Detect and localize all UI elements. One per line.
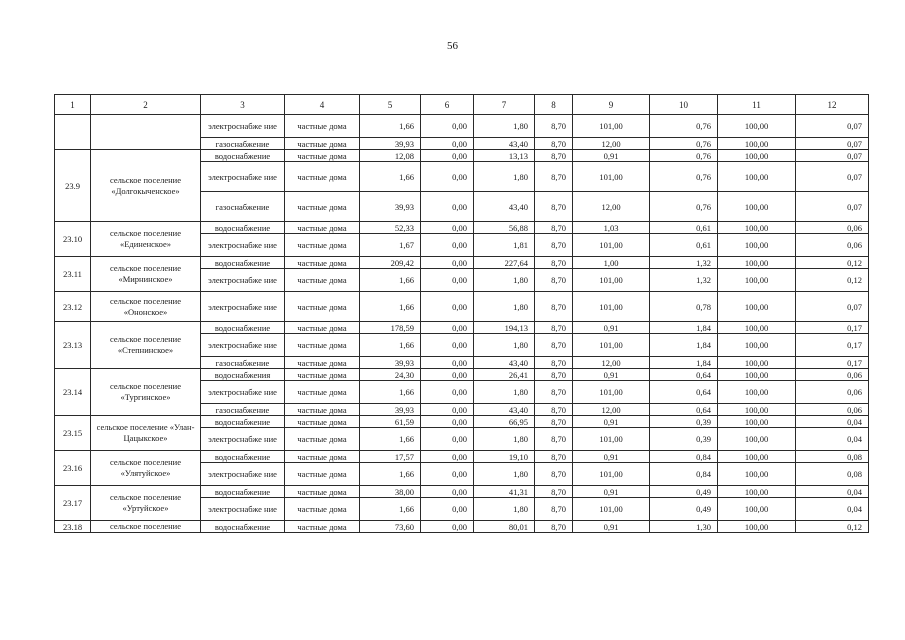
service-cell: газоснабжение: [201, 138, 285, 150]
value-cell-5: 1,66: [360, 162, 421, 192]
value-cell-11: 100,00: [718, 192, 796, 222]
housing-cell: частные дома: [285, 292, 360, 322]
value-cell-9: 12,00: [573, 192, 650, 222]
value-cell-9: 0,91: [573, 451, 650, 463]
table-body: [55, 95, 869, 533]
value-cell-7: 1,80: [474, 381, 535, 404]
value-cell-11: 100,00: [718, 521, 796, 533]
code-cell: 23.13: [55, 322, 91, 369]
value-cell-11: 100,00: [718, 463, 796, 486]
value-cell-11: 100,00: [718, 486, 796, 498]
value-cell-6: 0,00: [421, 322, 474, 334]
value-cell-10: 1,84: [650, 334, 718, 357]
value-cell-6: 0,00: [421, 404, 474, 416]
value-cell-7: 1,80: [474, 292, 535, 322]
settlement-cell: сельское поселение «Мирнинское»: [91, 257, 201, 292]
value-cell-6: 0,00: [421, 222, 474, 234]
service-cell: водоснабжение: [201, 222, 285, 234]
value-cell-6: 0,00: [421, 381, 474, 404]
code-cell: 23.10: [55, 222, 91, 257]
code-cell: 23.15: [55, 416, 91, 451]
value-cell-11: 100,00: [718, 498, 796, 521]
value-cell-11: 100,00: [718, 404, 796, 416]
value-cell-10: 0,76: [650, 192, 718, 222]
value-cell-9: 101,00: [573, 381, 650, 404]
value-cell-7: 1,80: [474, 428, 535, 451]
service-cell: электроснабже ние: [201, 115, 285, 138]
value-cell-6: 0,00: [421, 257, 474, 269]
value-cell-5: 38,00: [360, 486, 421, 498]
value-cell-5: 1,66: [360, 381, 421, 404]
value-cell-5: 1,66: [360, 115, 421, 138]
settlement-cell: сельское поселение «Улан-Цацыкское»: [91, 416, 201, 451]
value-cell-6: 0,00: [421, 369, 474, 381]
column-header: 2: [91, 95, 201, 115]
value-cell-8: 8,70: [535, 257, 573, 269]
service-cell: водоснабжения: [201, 369, 285, 381]
value-cell-6: 0,00: [421, 451, 474, 463]
value-cell-11: 100,00: [718, 428, 796, 451]
value-cell-6: 0,00: [421, 463, 474, 486]
value-cell-9: 0,91: [573, 486, 650, 498]
service-cell: водоснабжение: [201, 521, 285, 533]
value-cell-7: 1,80: [474, 498, 535, 521]
code-cell: 23.11: [55, 257, 91, 292]
value-cell-12: 0,07: [796, 115, 869, 138]
service-cell: электроснабже ние: [201, 162, 285, 192]
housing-cell: частные дома: [285, 357, 360, 369]
value-cell-7: 1,80: [474, 269, 535, 292]
value-cell-10: 1,32: [650, 257, 718, 269]
column-header: 5: [360, 95, 421, 115]
service-cell: водоснабжение: [201, 416, 285, 428]
value-cell-9: 12,00: [573, 357, 650, 369]
table-header-row: [55, 95, 869, 115]
value-cell-7: 26,41: [474, 369, 535, 381]
value-cell-5: 39,93: [360, 138, 421, 150]
settlement-cell: сельское поселение «Ононское»: [91, 292, 201, 322]
value-cell-9: 0,91: [573, 150, 650, 162]
service-cell: электроснабже ние: [201, 463, 285, 486]
value-cell-8: 8,70: [535, 334, 573, 357]
value-cell-10: 0,49: [650, 486, 718, 498]
table-row: [55, 322, 869, 334]
value-cell-7: 80,01: [474, 521, 535, 533]
value-cell-12: 0,06: [796, 234, 869, 257]
value-cell-9: 1,00: [573, 257, 650, 269]
service-cell: водоснабжение: [201, 257, 285, 269]
table-row: [55, 521, 869, 533]
value-cell-9: 12,00: [573, 138, 650, 150]
value-cell-11: 100,00: [718, 115, 796, 138]
value-cell-10: 1,84: [650, 322, 718, 334]
column-header: 12: [796, 95, 869, 115]
housing-cell: частные дома: [285, 322, 360, 334]
value-cell-12: 0,06: [796, 404, 869, 416]
value-cell-10: 0,84: [650, 463, 718, 486]
value-cell-11: 100,00: [718, 222, 796, 234]
service-cell: газоснабжение: [201, 357, 285, 369]
value-cell-10: 0,76: [650, 115, 718, 138]
value-cell-7: 1,80: [474, 115, 535, 138]
value-cell-12: 0,04: [796, 428, 869, 451]
value-cell-12: 0,06: [796, 222, 869, 234]
housing-cell: частные дома: [285, 463, 360, 486]
value-cell-8: 8,70: [535, 486, 573, 498]
value-cell-5: 12,08: [360, 150, 421, 162]
value-cell-9: 101,00: [573, 115, 650, 138]
service-cell: водоснабжение: [201, 451, 285, 463]
code-cell: 23.16: [55, 451, 91, 486]
column-header: 4: [285, 95, 360, 115]
service-cell: водоснабжение: [201, 486, 285, 498]
value-cell-9: 1,03: [573, 222, 650, 234]
value-cell-5: 1,66: [360, 498, 421, 521]
value-cell-6: 0,00: [421, 115, 474, 138]
table-row: [55, 115, 869, 138]
tariff-table: [54, 94, 869, 533]
value-cell-10: 0,64: [650, 404, 718, 416]
value-cell-8: 8,70: [535, 428, 573, 451]
housing-cell: частные дома: [285, 192, 360, 222]
housing-cell: частные дома: [285, 334, 360, 357]
value-cell-7: 56,88: [474, 222, 535, 234]
value-cell-10: 0,39: [650, 428, 718, 451]
service-cell: электроснабже ние: [201, 334, 285, 357]
value-cell-10: 0,39: [650, 416, 718, 428]
value-cell-5: 1,66: [360, 269, 421, 292]
value-cell-10: 0,61: [650, 222, 718, 234]
value-cell-10: 0,84: [650, 451, 718, 463]
table-row: [55, 292, 869, 322]
table-row: [55, 486, 869, 498]
settlement-cell: сельское поселение: [91, 521, 201, 533]
value-cell-7: 43,40: [474, 357, 535, 369]
value-cell-11: 100,00: [718, 292, 796, 322]
value-cell-9: 101,00: [573, 498, 650, 521]
settlement-cell: сельское поселение «Улятуйское»: [91, 451, 201, 486]
column-header: 9: [573, 95, 650, 115]
value-cell-5: 39,93: [360, 404, 421, 416]
column-header: 3: [201, 95, 285, 115]
value-cell-10: 1,30: [650, 521, 718, 533]
value-cell-12: 0,04: [796, 498, 869, 521]
value-cell-5: 39,93: [360, 357, 421, 369]
value-cell-9: 101,00: [573, 292, 650, 322]
value-cell-12: 0,12: [796, 269, 869, 292]
value-cell-7: 66,95: [474, 416, 535, 428]
value-cell-12: 0,06: [796, 369, 869, 381]
value-cell-10: 1,84: [650, 357, 718, 369]
value-cell-5: 1,66: [360, 428, 421, 451]
value-cell-5: 24,30: [360, 369, 421, 381]
value-cell-12: 0,17: [796, 334, 869, 357]
settlement-cell: сельское поселение «Уртуйское»: [91, 486, 201, 521]
value-cell-8: 8,70: [535, 521, 573, 533]
value-cell-11: 100,00: [718, 369, 796, 381]
value-cell-8: 8,70: [535, 162, 573, 192]
column-header: 8: [535, 95, 573, 115]
value-cell-8: 8,70: [535, 357, 573, 369]
table-row: [55, 222, 869, 234]
service-cell: водоснабжение: [201, 150, 285, 162]
code-cell: [55, 115, 91, 150]
value-cell-5: 52,33: [360, 222, 421, 234]
value-cell-8: 8,70: [535, 269, 573, 292]
value-cell-8: 8,70: [535, 234, 573, 257]
value-cell-5: 1,66: [360, 292, 421, 322]
value-cell-6: 0,00: [421, 357, 474, 369]
value-cell-6: 0,00: [421, 234, 474, 257]
housing-cell: частные дома: [285, 404, 360, 416]
value-cell-8: 8,70: [535, 381, 573, 404]
value-cell-5: 1,67: [360, 234, 421, 257]
housing-cell: частные дома: [285, 498, 360, 521]
value-cell-5: 17,57: [360, 451, 421, 463]
value-cell-9: 101,00: [573, 334, 650, 357]
value-cell-11: 100,00: [718, 257, 796, 269]
value-cell-9: 0,91: [573, 369, 650, 381]
value-cell-9: 101,00: [573, 428, 650, 451]
value-cell-10: 0,64: [650, 381, 718, 404]
table-row: [55, 150, 869, 162]
value-cell-5: 61,59: [360, 416, 421, 428]
code-cell: 23.12: [55, 292, 91, 322]
table-row: [55, 257, 869, 269]
value-cell-6: 0,00: [421, 292, 474, 322]
value-cell-8: 8,70: [535, 416, 573, 428]
value-cell-10: 0,61: [650, 234, 718, 257]
value-cell-12: 0,12: [796, 257, 869, 269]
value-cell-8: 8,70: [535, 115, 573, 138]
housing-cell: частные дома: [285, 234, 360, 257]
service-cell: электроснабже ние: [201, 292, 285, 322]
service-cell: газоснабжение: [201, 404, 285, 416]
value-cell-8: 8,70: [535, 292, 573, 322]
value-cell-5: 178,59: [360, 322, 421, 334]
value-cell-8: 8,70: [535, 150, 573, 162]
value-cell-6: 0,00: [421, 162, 474, 192]
value-cell-6: 0,00: [421, 416, 474, 428]
value-cell-8: 8,70: [535, 369, 573, 381]
housing-cell: частные дома: [285, 257, 360, 269]
housing-cell: частные дома: [285, 486, 360, 498]
housing-cell: частные дома: [285, 222, 360, 234]
value-cell-9: 0,91: [573, 521, 650, 533]
housing-cell: частные дома: [285, 162, 360, 192]
value-cell-11: 100,00: [718, 150, 796, 162]
value-cell-6: 0,00: [421, 138, 474, 150]
value-cell-6: 0,00: [421, 192, 474, 222]
service-cell: электроснабже ние: [201, 428, 285, 451]
value-cell-11: 100,00: [718, 138, 796, 150]
value-cell-12: 0,07: [796, 150, 869, 162]
column-header: 7: [474, 95, 535, 115]
value-cell-6: 0,00: [421, 334, 474, 357]
housing-cell: частные дома: [285, 269, 360, 292]
value-cell-7: 1,80: [474, 162, 535, 192]
value-cell-7: 227,64: [474, 257, 535, 269]
value-cell-6: 0,00: [421, 486, 474, 498]
column-header: 1: [55, 95, 91, 115]
value-cell-6: 0,00: [421, 521, 474, 533]
value-cell-12: 0,17: [796, 357, 869, 369]
value-cell-7: 13,13: [474, 150, 535, 162]
housing-cell: частные дома: [285, 138, 360, 150]
value-cell-10: 1,32: [650, 269, 718, 292]
settlement-cell: сельское поселение «Единенское»: [91, 222, 201, 257]
value-cell-10: 0,64: [650, 369, 718, 381]
value-cell-5: 1,66: [360, 463, 421, 486]
value-cell-12: 0,04: [796, 486, 869, 498]
value-cell-7: 43,40: [474, 192, 535, 222]
value-cell-5: 39,93: [360, 192, 421, 222]
code-cell: 23.17: [55, 486, 91, 521]
table-row: [55, 369, 869, 381]
page-number: 56: [447, 40, 458, 52]
table-row: [55, 416, 869, 428]
column-header: 6: [421, 95, 474, 115]
value-cell-9: 101,00: [573, 234, 650, 257]
code-cell: 23.9: [55, 150, 91, 222]
code-cell: 23.18: [55, 521, 91, 533]
value-cell-11: 100,00: [718, 322, 796, 334]
value-cell-11: 100,00: [718, 416, 796, 428]
value-cell-7: 43,40: [474, 404, 535, 416]
settlement-cell: [91, 115, 201, 150]
service-cell: электроснабже ние: [201, 234, 285, 257]
value-cell-10: 0,49: [650, 498, 718, 521]
service-cell: электроснабже ние: [201, 498, 285, 521]
value-cell-8: 8,70: [535, 451, 573, 463]
service-cell: электроснабже ние: [201, 269, 285, 292]
value-cell-12: 0,06: [796, 381, 869, 404]
value-cell-12: 0,12: [796, 521, 869, 533]
value-cell-12: 0,08: [796, 463, 869, 486]
settlement-cell: сельское поселение «Тургинское»: [91, 369, 201, 416]
value-cell-7: 19,10: [474, 451, 535, 463]
service-cell: электроснабже ние: [201, 381, 285, 404]
value-cell-12: 0,04: [796, 416, 869, 428]
value-cell-7: 194,13: [474, 322, 535, 334]
value-cell-10: 0,78: [650, 292, 718, 322]
value-cell-8: 8,70: [535, 138, 573, 150]
value-cell-8: 8,70: [535, 192, 573, 222]
value-cell-8: 8,70: [535, 222, 573, 234]
housing-cell: частные дома: [285, 451, 360, 463]
housing-cell: частные дома: [285, 428, 360, 451]
value-cell-8: 8,70: [535, 404, 573, 416]
housing-cell: частные дома: [285, 381, 360, 404]
value-cell-7: 41,31: [474, 486, 535, 498]
value-cell-9: 12,00: [573, 404, 650, 416]
value-cell-8: 8,70: [535, 322, 573, 334]
value-cell-11: 100,00: [718, 381, 796, 404]
table-row: [55, 451, 869, 463]
value-cell-12: 0,08: [796, 451, 869, 463]
value-cell-5: 209,42: [360, 257, 421, 269]
housing-cell: частные дома: [285, 521, 360, 533]
value-cell-9: 101,00: [573, 463, 650, 486]
value-cell-6: 0,00: [421, 498, 474, 521]
value-cell-7: 43,40: [474, 138, 535, 150]
value-cell-7: 1,81: [474, 234, 535, 257]
value-cell-8: 8,70: [535, 463, 573, 486]
value-cell-11: 100,00: [718, 162, 796, 192]
value-cell-9: 0,91: [573, 416, 650, 428]
value-cell-5: 73,60: [360, 521, 421, 533]
value-cell-12: 0,07: [796, 138, 869, 150]
settlement-cell: сельское поселение «Степнинское»: [91, 322, 201, 369]
value-cell-11: 100,00: [718, 451, 796, 463]
value-cell-6: 0,00: [421, 150, 474, 162]
value-cell-12: 0,17: [796, 322, 869, 334]
value-cell-11: 100,00: [718, 269, 796, 292]
value-cell-9: 101,00: [573, 162, 650, 192]
column-header: 10: [650, 95, 718, 115]
value-cell-12: 0,07: [796, 162, 869, 192]
housing-cell: частные дома: [285, 115, 360, 138]
code-cell: 23.14: [55, 369, 91, 416]
value-cell-6: 0,00: [421, 428, 474, 451]
value-cell-12: 0,07: [796, 292, 869, 322]
value-cell-5: 1,66: [360, 334, 421, 357]
housing-cell: частные дома: [285, 150, 360, 162]
column-header: 11: [718, 95, 796, 115]
value-cell-12: 0,07: [796, 192, 869, 222]
housing-cell: частные дома: [285, 369, 360, 381]
value-cell-11: 100,00: [718, 334, 796, 357]
value-cell-6: 0,00: [421, 269, 474, 292]
value-cell-9: 0,91: [573, 322, 650, 334]
service-cell: газоснабжение: [201, 192, 285, 222]
value-cell-11: 100,00: [718, 357, 796, 369]
service-cell: водоснабжение: [201, 322, 285, 334]
value-cell-10: 0,76: [650, 138, 718, 150]
value-cell-7: 1,80: [474, 463, 535, 486]
housing-cell: частные дома: [285, 416, 360, 428]
value-cell-7: 1,80: [474, 334, 535, 357]
value-cell-8: 8,70: [535, 498, 573, 521]
value-cell-9: 101,00: [573, 269, 650, 292]
settlement-cell: сельское поселение «Долгокыченское»: [91, 150, 201, 222]
value-cell-10: 0,76: [650, 150, 718, 162]
value-cell-11: 100,00: [718, 234, 796, 257]
value-cell-10: 0,76: [650, 162, 718, 192]
